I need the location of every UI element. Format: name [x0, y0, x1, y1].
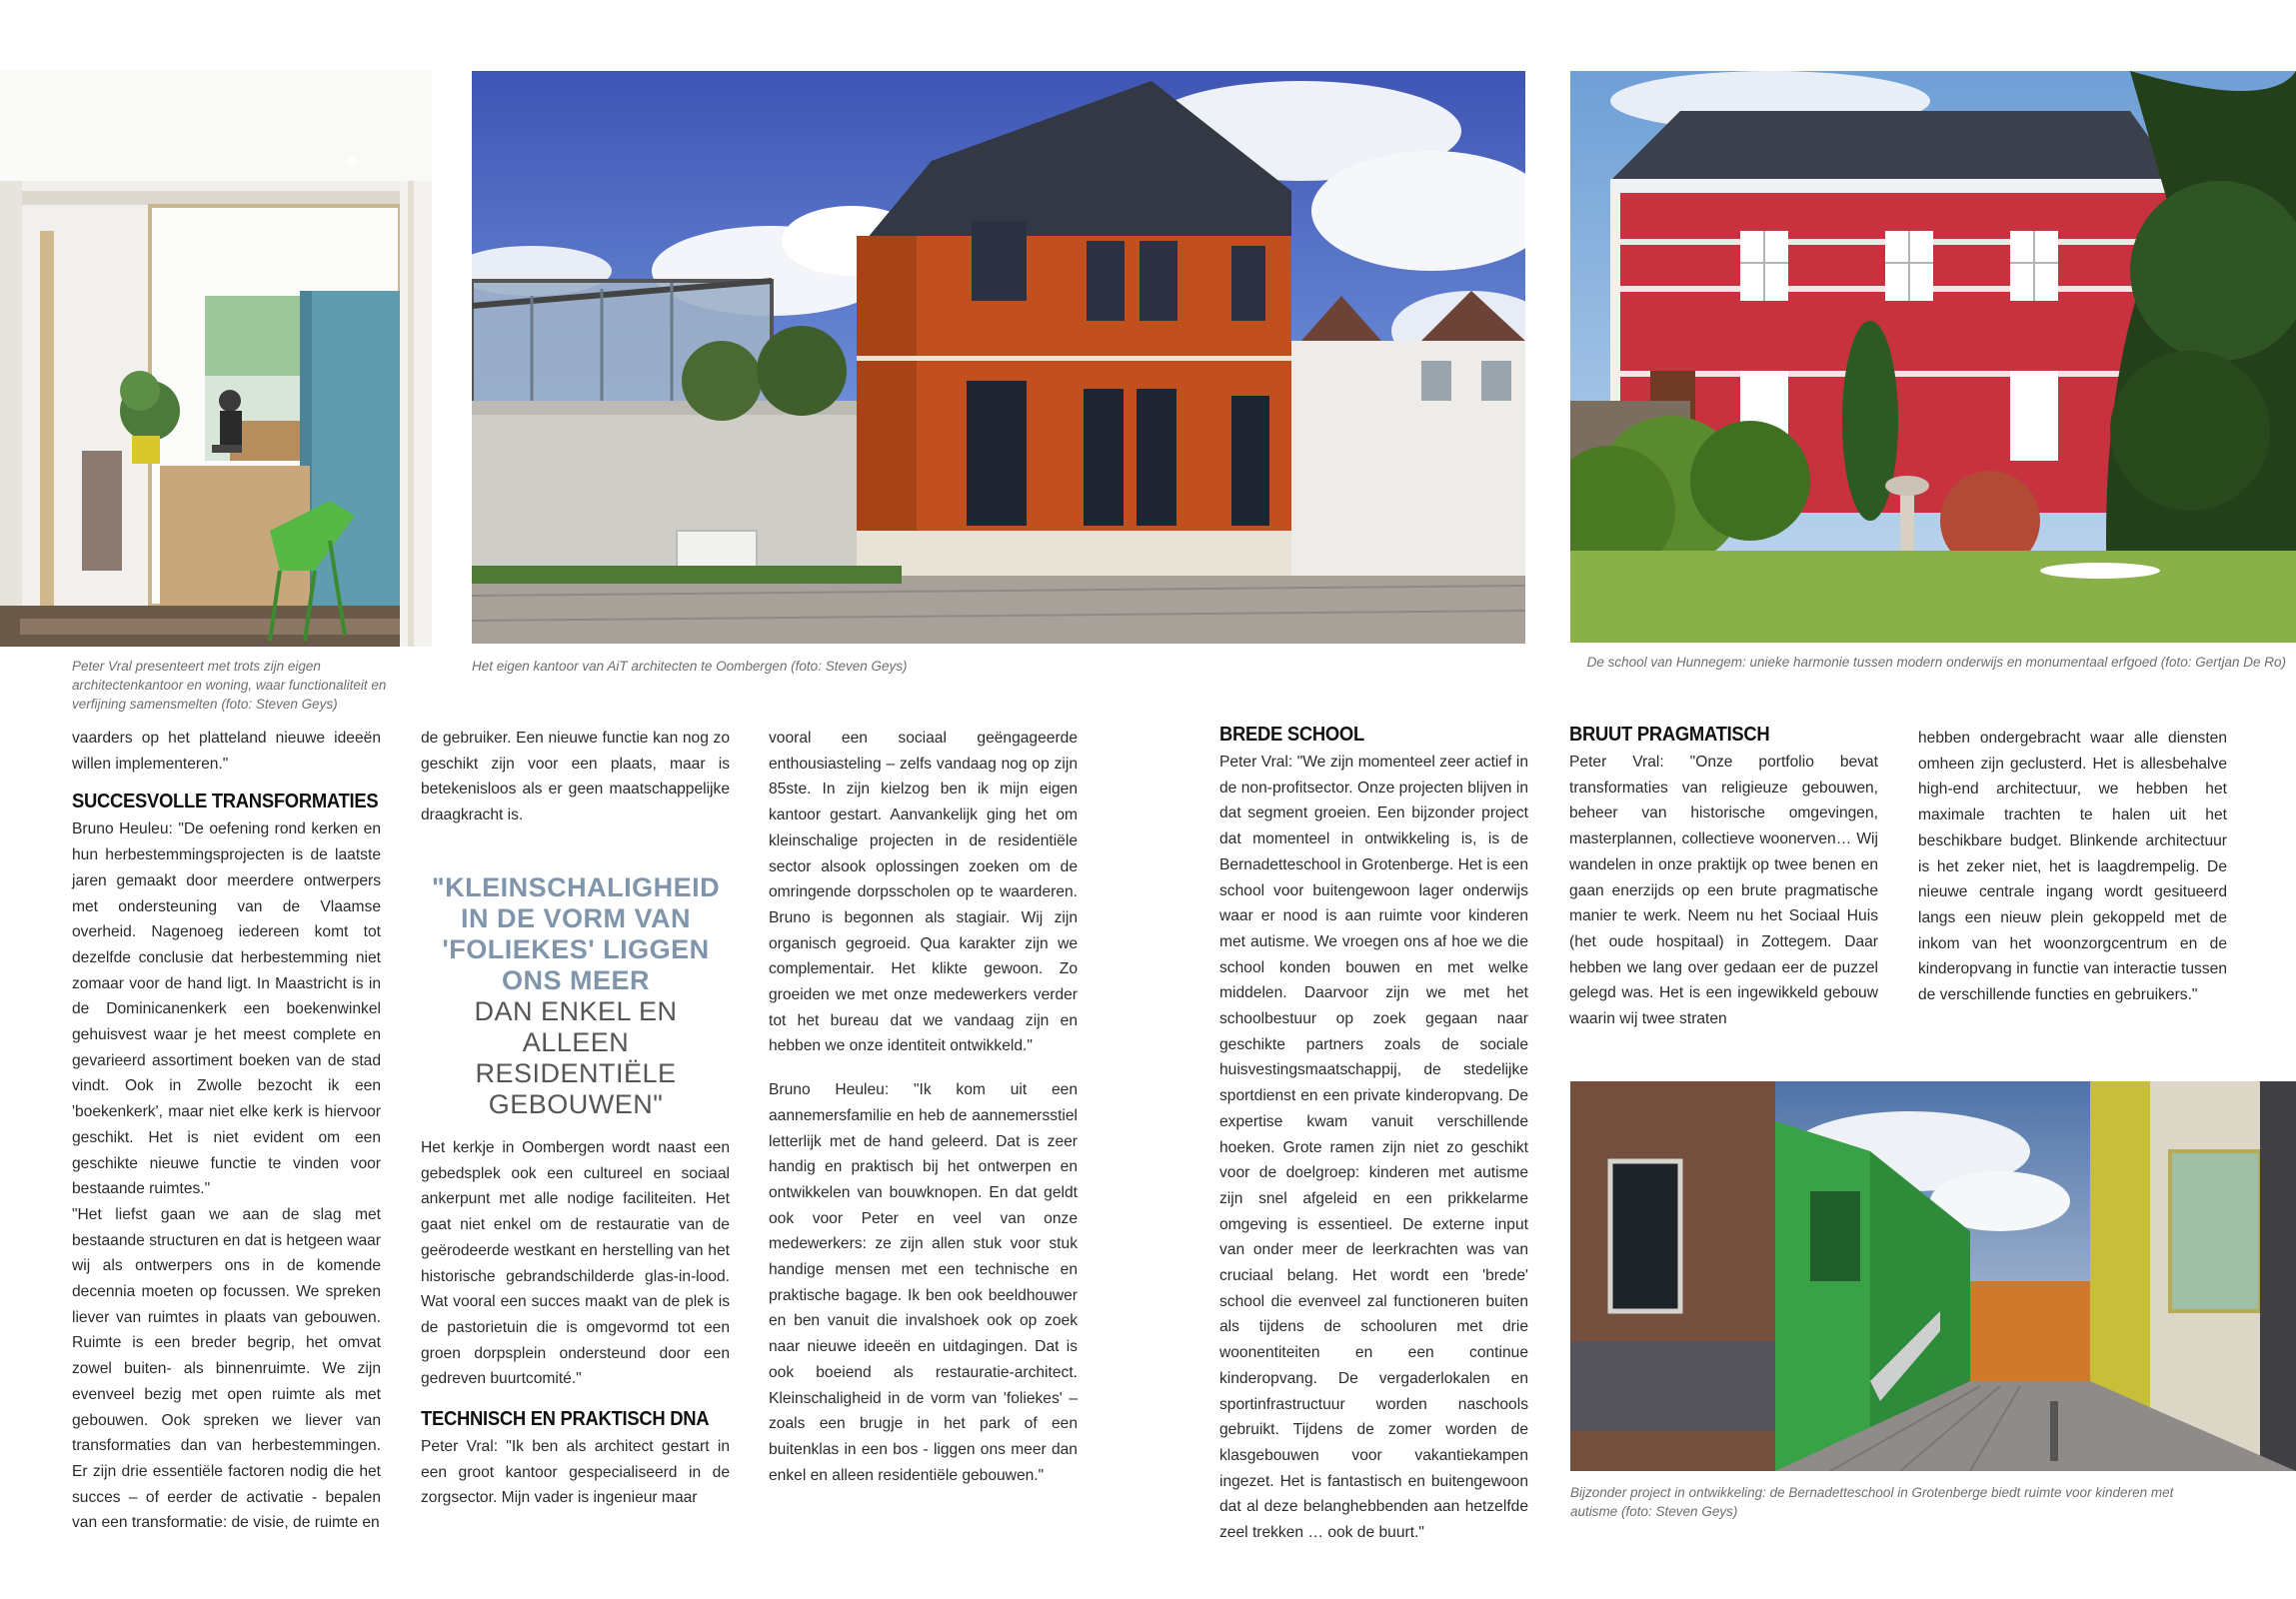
photo-bernadetteschool — [1570, 1081, 2296, 1471]
caption-photo-ait-office: Het eigen kantoor van AiT architecten te Oombergen (foto: Steven Geys) — [472, 659, 908, 674]
heading-succesvolle-transformaties: SUCCESVOLLE TRANSFORMATIES — [72, 791, 379, 813]
paragraph: vooral een sociaal geëngageerde enthousiasteling – zelfs vandaag nog op zijn 85ste. In zijn kielzog ben ik mijn eigen kantoor gestart. Aanvankelijk ging het om kleinschalige projecten in de residentiële sector alsook oplossingen zoeken om de omringende dorpsscholen op te waarderen. Bruno is begonnen als stagiair. Wij zijn organisch gegroeid. Qua karakter zijn we complementair. Het klikte gewoon. Zo groeiden we met onze medewerkers verder tot het bureau dat we vandaag zijn en hebben we onze identiteit ontwikkeld." — [769, 730, 1078, 1055]
paragraph: Peter Vral: "Onze portfolio bevat transformaties van religieuze gebouwen, beheer van historische omgevingen, masterplannen, collectieve woonerven… Wij wandelen in onze praktijk op twee benen en gaan enerzijds op een brute pragmatische manier te werk. Neem nu het Sociaal Huis (het oude hospitaal) in Zottegem. Daar hebben we lang over gedaan eer de puzzel gelegd was. Het is een ingewikkeld gebouw waarin wij twee straten — [1569, 754, 1878, 1028]
text-column-4 — [1219, 712, 1528, 1558]
heading-brede-school: BREDE SCHOOL — [1219, 724, 1364, 746]
paragraph: Peter Vral: "Ik ben als architect gestart in een groot kantoor gespecialiseerd in de zorgsector. Mijn vader is ingenieur maar — [421, 1438, 730, 1507]
text-column-3 — [769, 726, 1078, 1500]
text-column-2 — [421, 726, 730, 840]
text-column-1 — [72, 726, 381, 1548]
caption-photo-office: Peter Vral presenteert met trots zijn eigen architectenkantoor en woning, waar functionaliteit en verfijning samensmelten (foto: Steven Geys) — [72, 659, 387, 712]
heading-technisch-en-praktisch-dna: TECHNISCH EN PRAKTISCH DNA — [421, 1408, 710, 1431]
paragraph: Peter Vral: "We zijn momenteel zeer actief in de non-profitsector. Onze projecten blijven in dat segment groeien. Een bijzonder project dat momenteel in ontwikkeling is, is de Bernadetteschool in Grotenberge. Het is een school voor buitengewoon lager onderwijs waar er nood is aan ruimte voor kinderen met autisme. We vroegen ons af hoe we die school konden bouwen en met welke middelen. Daarvoor zijn we met het schoolbestuur op zoek gegaan naar geschikte partners zoals de sociale huisvestingsmaatschappij, de stedelijke sportdienst en een private kinderopvang. De expertise kwam vanuit verschillende hoeken. Grote ramen zijn niet zo geschikt voor de doelgroep: kinderen met autisme zijn snel afgeleid en een prikkelarme omgeving is essentieel. De externe input van onder meer de leerkrachten was van cruciaal belang. Het wordt een 'brede' school die evenveel zal functioneren buiten als tijdens de schooluren met drie woonentiteiten en een continue kinderopvang. De vergaderlokalen en sportinfrastructuur worden naschools gebruikt. Tijdens de zomer worden de klasgebouwen voor vakantiekampen ingezet. Het is fantastisch en buitengewoon dat al deze belanghebbenden aan hetzelfde zeel trekken … ook de buurt." — [1219, 754, 1528, 1542]
pull-quote — [421, 872, 731, 1120]
pull-quote-highlight: "KLEINSCHALIGHEID IN DE VORM VAN 'FOLIEKES' LIGGEN ONS MEER — [431, 872, 721, 995]
text-column-5 — [1569, 712, 1878, 1044]
pull-quote-continuation: DAN ENKEL EN ALLEEN RESIDENTIËLE GEBOUWEN" — [474, 996, 678, 1119]
photo-office-interior — [0, 71, 432, 647]
caption-photo-bernadetteschool: Bijzonder project in ontwikkeling: de Bernadetteschool in Grotenberge biedt ruimte voor kinderen met autisme (foto: Steven Geys) — [1570, 1485, 2174, 1519]
paragraph: Het kerkje in Oombergen wordt naast een gebedsplek ook een cultureel en sociaal ankerpunt met alle nodige faciliteiten. Het gaat niet enkel om de restauratie van de geërodeerde westkant en herstelling van het historische gebrandschilderde glas-in-lood. Wat vooral een succes maakt van de plek is de pastorietuin die is omgevormd tot een groen dorpsplein ondersteund door een gedreven buurtcomité." — [421, 1139, 730, 1388]
text-column-2-lower — [421, 1135, 730, 1523]
paragraph: "Het liefst gaan we aan de slag met bestaande structuren en dat is hetgeen waar wij als ontwerpers ons in de komende decennia moeten op focussen. We spreken liever van ruimtes in plaats van gebouwen. Ruimte is een breder begrip, het omvat zowel buiten- als binnenruimte. We zijn evenveel bezig met open ruimte als met gebouwen. Ook spreken we liever van transformaties dan van herbestemmingen. Er zijn drie essentiële factoren nodig die het succes – of eerder de activatie - bepalen van een transformatie: de visie, de ruimte en — [72, 1205, 381, 1532]
paragraph: de gebruiker. Een nieuwe functie kan nog zo geschikt zijn voor een plaats, maar is betekenisloos als er geen maatschappelijke draagkracht is. — [421, 730, 730, 824]
photo-school-hunnegem — [1570, 71, 2296, 643]
paragraph: vaarders op het platteland nieuwe ideeën willen implementeren." — [72, 730, 381, 773]
paragraph: hebben ondergebracht waar alle diensten omheen zijn geclusterd. Het is allesbehalve high-end architectuur, we hebben het maximale trachten te halen uit het beschikbare budget. Blinkende architectuur is het zeker niet, het is laagdrempelig. De nieuwe centrale ingang wordt gesitueerd langs een nieuw plein gekoppeld met de inkom van het woonzorgcentrum en de kinderopvang in functie van interactie tussen de verschillende functies en gebruikers." — [1918, 730, 2227, 1004]
caption-photo-school-hunnegem: De school van Hunnegem: unieke harmonie tussen modern onderwijs en monumentaal erfgoed (foto: Gertjan De Ro) — [1586, 655, 2286, 670]
heading-bruut-pragmatisch: BRUUT PRAGMATISCH — [1569, 724, 1770, 746]
text-column-6 — [1918, 726, 2227, 1020]
paragraph: Bruno Heuleu: "Ik kom uit een aannemersfamilie en heb de aannemersstiel letterlijk met de hand geleerd. Dat is zeer handig en praktisch bij het ontwerpen en ontwikkelen van bouwknopen. En dat geldt ook voor Peter en veel van onze medewerkers: ze zijn allen stuk voor stuk handige mensen met een technische en praktische bagage. Ik ben ook beeldhouwer en ben vanuit die invalshoek ook op zoek naar nieuwe ideeën en uitdagingen. Dat is ook boeiend als restauratie-architect. Kleinschaligheid in de vorm van 'foliekes' – zoals een brugje in het park of een buitenklas in een bos - liggen ons meer dan enkel en alleen residentiële gebouwen." — [769, 1081, 1078, 1484]
paragraph: Bruno Heuleu: "De oefening rond kerken en hun herbestemmingsprojecten is de laatste jaren gemaakt door meerdere ontwerpers met ondersteuning van de Vlaamse overheid. Nagenoeg iedereen komt tot dezelfde conclusie dat herbestemming niet zomaar voor de hand ligt. In Maastricht is in de Dominicanenkerk een boekenwinkel gehuisvest waar je het meest complete en gevarieerd assortiment boeken van de stad vindt. Ook in Zwolle bezocht ik een 'boekenkerk', maar niet elke kerk is hiervoor geschikt. Het is niet evident om een geschikte nieuwe functie te vinden voor bestaande ruimtes." — [72, 820, 381, 1198]
photo-ait-office — [472, 71, 1525, 644]
